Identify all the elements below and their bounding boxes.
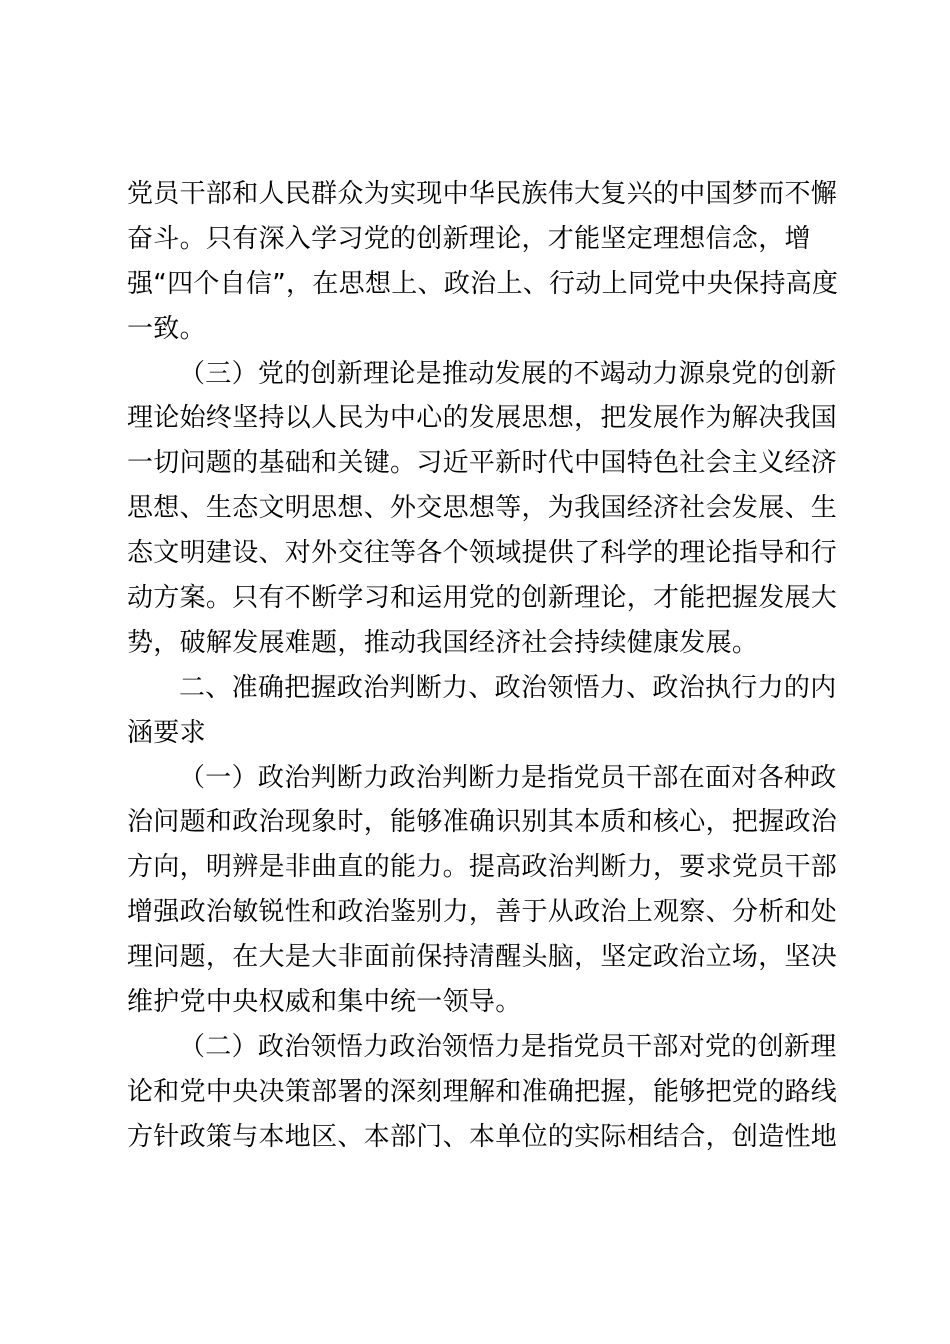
text-line: 思想、生态文明思想、外交思想等，为我国经济社会发展、生 <box>127 493 838 524</box>
text-line: 一致。 <box>127 313 206 344</box>
section-heading-two <box>127 666 837 756</box>
paragraph-subsection-one <box>127 756 838 1025</box>
text-line: 涵要求 <box>127 717 206 748</box>
text-line: 二、准确把握政治判断力、政治领悟力、政治执行力的内 <box>179 672 837 703</box>
text-line: 论和党中央决策部署的深刻理解和准确把握，能够把党的路线 <box>127 1076 838 1107</box>
text-line: 奋斗。只有深入学习党的创新理论，才能坚定理想信念，增 <box>127 223 811 254</box>
text-line: 党员干部和人民群众为实现中华民族伟大复兴的中国梦而不懈 <box>127 179 838 209</box>
text-line: 一切问题的基础和关键。习近平新时代中国特色社会主义经济 <box>127 448 838 479</box>
text-line: （二）政治领悟力政治领悟力是指党员干部对党的创新理 <box>179 1031 837 1062</box>
text-line: 理论始终坚持以人民为中心的发展思想，把发展作为解决我国 <box>127 403 838 434</box>
text-line: 方向，明辨是非曲直的能力。提高政治判断力，要求党员干部 <box>127 852 838 883</box>
text-line: 增强政治敏锐性和政治鉴别力，善于从政治上观察、分析和处 <box>127 897 838 928</box>
text-line: 治问题和政治现象时，能够准确识别其本质和核心，把握政治 <box>127 807 838 838</box>
text-line: （一）政治判断力政治判断力是指党员干部在面对各种政 <box>179 762 837 793</box>
text-line: 强“四个自信”，在思想上、政治上、行动上同党中央保持高度 <box>127 268 839 299</box>
document-body <box>127 172 839 1160</box>
paragraph-continuation <box>127 172 839 352</box>
text-line: 动方案。只有不断学习和运用党的创新理论，才能把握发展大 <box>127 583 838 614</box>
text-line: 维护党中央权威和集中统一领导。 <box>127 987 522 1018</box>
text-line: 态文明建设、对外交往等各个领域提供了科学的理论指导和行 <box>127 538 838 569</box>
text-line: 方针政策与本地区、本部门、本单位的实际相结合，创造性地 <box>127 1121 838 1152</box>
text-line: （三）党的创新理论是推动发展的不竭动力源泉党的创新 <box>179 358 837 389</box>
text-line: 势，破解发展难题，推动我国经济社会持续健康发展。 <box>127 627 759 658</box>
text-line: 理问题，在大是大非面前保持清醒头脑，坚定政治立场，坚决 <box>127 942 838 973</box>
paragraph-section-three <box>127 352 838 666</box>
paragraph-subsection-two <box>127 1025 838 1160</box>
